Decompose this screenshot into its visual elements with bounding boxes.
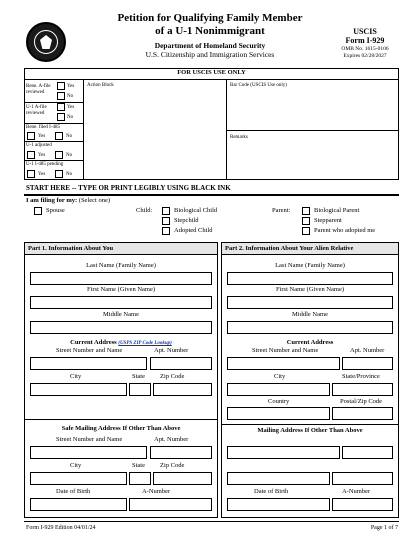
p2-anumber-input[interactable] — [332, 498, 393, 511]
u1-i485-pending-label: U-1 I-485 pending — [26, 162, 64, 167]
biological-child-checkbox[interactable] — [162, 207, 170, 215]
p1-apt-input[interactable] — [150, 357, 212, 370]
expiration-date: Expires 02/28/2027 — [343, 53, 387, 59]
p1-state-label: State — [132, 373, 145, 380]
p2-last-name-label: Last Name (Family Name) — [275, 262, 345, 269]
yes-label: Yes — [67, 84, 75, 89]
biological-parent-checkbox[interactable] — [302, 207, 310, 215]
biological-parent-label: Biological Parent — [314, 207, 360, 214]
u1-pending-yes-checkbox[interactable] — [27, 170, 35, 178]
p2-middle-name-input[interactable] — [227, 321, 393, 334]
p1-street-input[interactable] — [30, 357, 147, 370]
p1-city-label: City — [70, 373, 82, 380]
stepchild-checkbox[interactable] — [162, 217, 170, 225]
p2-city-input[interactable] — [227, 383, 330, 396]
p1-state-input[interactable] — [129, 383, 151, 396]
agency-name: U.S. Citizenship and Immigration Services — [145, 50, 275, 59]
p1-zip-input[interactable] — [153, 383, 212, 396]
p1-anumber-label: A-Number — [142, 488, 171, 495]
part2-heading: Part 2. Information About Your Alien Relative — [221, 242, 399, 255]
filing-for-label: I am filing for my: (Select one) — [26, 197, 111, 204]
p1-first-name-label: First Name (Given Name) — [86, 286, 156, 293]
p2-zip-label: Postal/Zip Code — [340, 398, 383, 405]
no-label: No — [67, 94, 74, 99]
p1-city-input[interactable] — [30, 383, 127, 396]
u1-afile-no-checkbox[interactable] — [57, 113, 65, 121]
spouse-label: Spouse — [46, 207, 65, 214]
form-number: Form I-929 — [345, 36, 385, 45]
spouse-checkbox[interactable] — [34, 207, 42, 215]
p1-middle-name-input[interactable] — [30, 321, 212, 334]
stepparent-checkbox[interactable] — [302, 217, 310, 225]
p1-safe-zip-input[interactable] — [153, 472, 212, 485]
bene-filed-i485-label: Bene. filed I-485 — [26, 125, 61, 130]
u1-adjusted-label: U-1 adjusted — [26, 143, 52, 148]
p2-zip-input[interactable] — [332, 407, 393, 420]
p2-dob-input[interactable] — [227, 498, 330, 511]
p1-safe-street-label: Street Number and Name — [56, 436, 123, 443]
p1-apt-label: Apt. Number — [154, 347, 189, 354]
u1-afile-label: U-1 A-file reviewed — [26, 105, 47, 116]
p2-country-label: Country — [268, 398, 290, 405]
department-name: Department of Homeland Security — [154, 41, 266, 50]
p2-street-label: Street Number and Name — [252, 347, 319, 354]
adoptive-parent-label: Parent who adopted me — [314, 227, 376, 234]
adoptive-parent-checkbox[interactable] — [302, 227, 310, 235]
p2-first-name-label: First Name (Given Name) — [275, 286, 345, 293]
omb-number: OMB No. 1615-0106 — [341, 46, 389, 52]
p1-safe-apt-input[interactable] — [150, 446, 212, 459]
p1-current-address-heading: Current Address (USPS ZIP Code Lookup) — [70, 339, 172, 346]
part1-heading: Part 1. Information About You — [24, 242, 218, 255]
yes-label: Yes — [38, 172, 46, 177]
p1-anumber-input[interactable] — [129, 498, 212, 511]
bene-filed-yes-checkbox[interactable] — [27, 132, 35, 140]
p1-dob-label: Date of Birth — [56, 488, 91, 495]
u1-pending-no-checkbox[interactable] — [55, 170, 63, 178]
bene-filed-no-checkbox[interactable] — [55, 132, 63, 140]
p2-dob-label: Date of Birth — [254, 488, 289, 495]
p1-safe-city-label: City — [70, 462, 82, 469]
bene-afile-no-checkbox[interactable] — [57, 92, 65, 100]
p1-middle-name-label: Middle Name — [103, 311, 139, 318]
p2-apt-label: Apt. Number — [350, 347, 385, 354]
uscis-use-only-section — [24, 68, 399, 180]
form-title-line1: Petition for Qualifying Family Member — [117, 12, 303, 24]
p2-mailing-address-heading: Mailing Address If Other Than Above — [257, 427, 363, 434]
p2-first-name-input[interactable] — [227, 296, 393, 309]
p2-current-address-heading: Current Address — [286, 339, 334, 346]
p1-first-name-input[interactable] — [30, 296, 212, 309]
child-label: Child: — [136, 207, 153, 214]
stepparent-label: Stepparent — [314, 217, 342, 224]
biological-child-label: Biological Child — [174, 207, 218, 214]
u1-adjusted-yes-checkbox[interactable] — [27, 151, 35, 159]
no-label: No — [66, 153, 73, 158]
p2-middle-name-label: Middle Name — [292, 311, 328, 318]
adopted-child-label: Adopted Child — [174, 227, 213, 234]
form-agency: USCIS — [353, 27, 377, 36]
yes-label: Yes — [67, 105, 75, 110]
footer-page-number: Page 1 of 7 — [370, 525, 398, 531]
p2-state-input[interactable] — [332, 383, 393, 396]
p2-street-input[interactable] — [227, 357, 340, 370]
form-title-line2: of a U-1 Nonimmigrant — [155, 25, 265, 37]
u1-adjusted-no-checkbox[interactable] — [55, 151, 63, 159]
uscis-use-only-heading: FOR USCIS USE ONLY — [177, 69, 246, 76]
p1-safe-street-input[interactable] — [30, 446, 147, 459]
p2-mailing-state-input[interactable] — [332, 472, 393, 485]
yes-label: Yes — [38, 134, 46, 139]
footer-form-edition: Form I-929 Edition 04/01/24 — [26, 525, 96, 531]
p2-mailing-apt-input[interactable] — [342, 446, 393, 459]
bene-afile-label: Bene. A-file reviewed — [26, 84, 51, 95]
no-label: No — [66, 172, 73, 177]
p2-apt-input[interactable] — [342, 357, 393, 370]
p1-dob-input[interactable] — [30, 498, 127, 511]
no-label: No — [66, 134, 73, 139]
p1-last-name-input[interactable] — [30, 272, 212, 285]
parent-label: Parent: — [272, 207, 291, 214]
u1-afile-yes-checkbox[interactable] — [57, 103, 65, 111]
p2-country-input[interactable] — [227, 407, 330, 420]
p2-mailing-street-input[interactable] — [227, 446, 340, 459]
no-label: No — [67, 115, 74, 120]
p1-safe-zip-label: Zip Code — [160, 462, 185, 469]
p2-city-label: City — [274, 373, 286, 380]
p2-last-name-input[interactable] — [227, 272, 393, 285]
p1-last-name-label: Last Name (Family Name) — [86, 262, 156, 269]
p1-safe-state-input[interactable] — [129, 472, 151, 485]
p2-anumber-label: A-Number — [342, 488, 371, 495]
p1-street-label: Street Number and Name — [56, 347, 123, 354]
p2-mailing-city-input[interactable] — [227, 472, 330, 485]
p1-safe-city-input[interactable] — [30, 472, 127, 485]
p1-zip-label: Zip Code — [160, 373, 185, 380]
p2-state-label: State/Province — [342, 373, 380, 380]
bene-afile-yes-checkbox[interactable] — [57, 82, 65, 90]
p1-safe-mailing-heading: Safe Mailing Address If Other Than Above — [61, 425, 181, 432]
p1-safe-state-label: State — [132, 462, 145, 469]
remarks-label: Remarks — [230, 135, 248, 140]
usps-zip-lookup-link[interactable]: (USPS ZIP Code Lookup) — [118, 341, 172, 346]
p1-safe-apt-label: Apt. Number — [154, 436, 189, 443]
start-here-instruction: START HERE -- TYPE OR PRINT LEGIBLY USING BLACK INK — [26, 184, 231, 192]
stepchild-label: Stepchild — [174, 217, 199, 224]
action-block-label: Action Block — [87, 83, 114, 88]
adopted-child-checkbox[interactable] — [162, 227, 170, 235]
yes-label: Yes — [38, 153, 46, 158]
barcode-label: Bar Code (USCIS Use only) — [230, 83, 287, 88]
